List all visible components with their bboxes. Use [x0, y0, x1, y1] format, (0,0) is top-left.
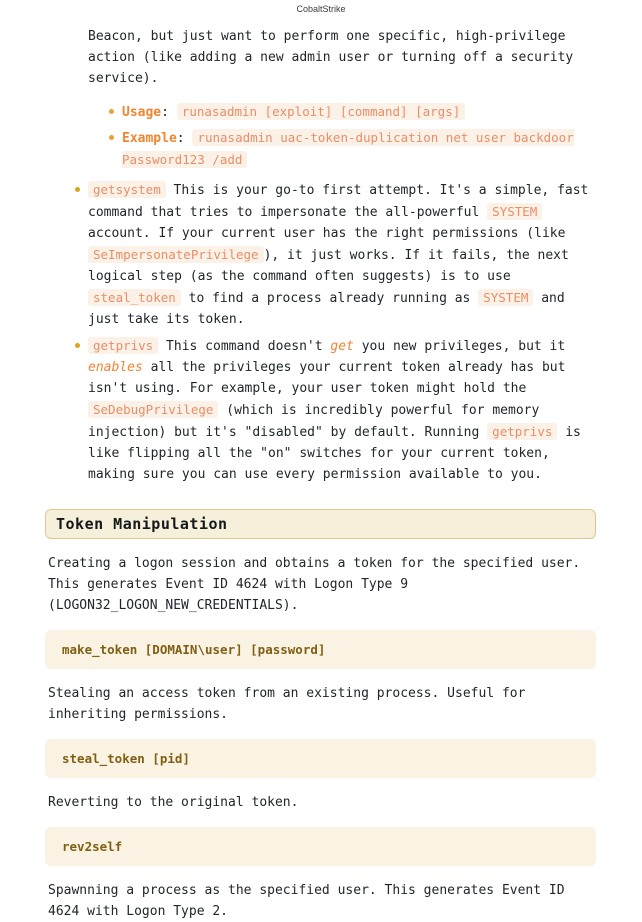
- text-run: to find a process already running as: [180, 291, 479, 306]
- inline-code: SYSTEM: [478, 289, 533, 306]
- inline-code: SeImpersonatePrivilege: [88, 246, 264, 263]
- bold-label: Usage: [122, 105, 162, 120]
- command-list: [75, 179, 593, 485]
- inline-code: getsystem: [88, 181, 166, 198]
- list-item-getsystem: [75, 179, 593, 330]
- paragraph-spawn-process: Spawnning a process as the specified user. This generates Event ID 4624 with Logon Type 2.: [48, 883, 565, 919]
- print-header-title: CobaltStrike: [296, 4, 346, 14]
- text-run: :: [176, 131, 193, 146]
- code-block-steal-token: steal_token [pid]: [45, 739, 596, 778]
- text-run: :: [161, 105, 177, 120]
- list-item-usage: [109, 101, 593, 123]
- inline-code: getprivs: [88, 337, 158, 354]
- text-run: (which is incredibly powerful for memory injection) but it's "disabled" by default. Running: [88, 403, 540, 440]
- code-block-make-token: make_token [DOMAIN\user] [password]: [45, 630, 596, 669]
- text-run: ), it just works. If it fails, the next logical step (as the command often suggests) is to use: [88, 248, 569, 284]
- runasadmin-item-continuation: [88, 26, 593, 171]
- inline-code: getprivs: [487, 423, 557, 440]
- text-run: account. If your current user has the right permissions (like: [88, 226, 566, 241]
- inline-code: SeDebugPrivilege: [88, 401, 218, 418]
- usage-example-list: [109, 101, 593, 171]
- paragraph-make-token: Creating a logon session and obtains a token for the specified user. This generates Event ID 4624 with Logon Type 9 (LOGON32_LOGON_NEW_CREDENTIALS).: [48, 556, 581, 613]
- text-run: and just take its token.: [88, 291, 565, 327]
- text-run: you new privileges, but it: [353, 339, 566, 354]
- paragraph-steal-token: Stealing an access token from an existing process. Useful for inheriting permissions.: [48, 686, 526, 722]
- text-run: is like flipping all the "on" switches for your current token, making sure you can use every permission available to you.: [88, 425, 581, 482]
- emphasis-text: enables: [88, 360, 143, 375]
- intro-paragraph: Beacon, but just want to perform one specific, high-privilege action (like adding a new admin user or turning off a security service).: [88, 29, 574, 86]
- text-run: This is your go-to first attempt. It's a simple, fast command that tries to impersonate the all-powerful: [88, 183, 589, 220]
- text-run: all the privileges your current token already has but isn't using. For example, your user token might hold the: [88, 360, 566, 396]
- section-heading-token-manipulation: Token Manipulation: [45, 509, 596, 539]
- bold-label: Example: [122, 131, 177, 146]
- emphasis-text: get: [330, 339, 354, 354]
- inline-code: SYSTEM: [487, 203, 542, 220]
- document-page: [0, 14, 642, 922]
- inline-code: runasadmin [exploit] [command] [args]: [177, 103, 465, 120]
- inline-code: steal_token: [88, 289, 181, 306]
- paragraph-rev2self: Reverting to the original token.: [48, 795, 299, 810]
- list-item-example: [109, 127, 593, 171]
- text-run: This command doesn't: [158, 339, 331, 354]
- inline-code: runasadmin uac-token-duplication net user backdoor Password123 /add: [122, 130, 574, 167]
- list-item-getprivs: [75, 335, 593, 485]
- code-block-rev2self: rev2self: [45, 827, 596, 866]
